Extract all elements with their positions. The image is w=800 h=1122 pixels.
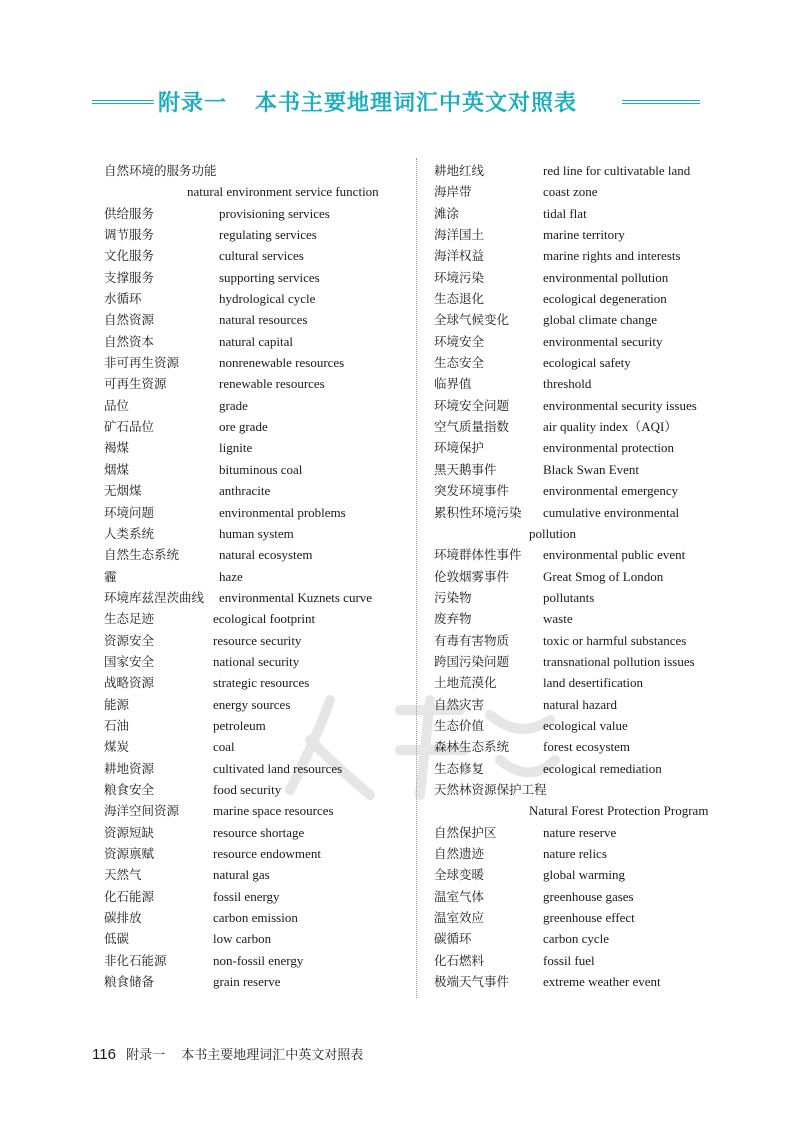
- term-english: environmental problems: [219, 504, 346, 520]
- term-chinese: 突发环境事件: [434, 483, 510, 499]
- glossary-entry: [434, 352, 724, 373]
- glossary-entry: [434, 267, 724, 288]
- term-english: toxic or harmful substances: [543, 632, 687, 648]
- glossary-entry: [434, 502, 724, 523]
- term-english: environmental security issues: [543, 397, 697, 413]
- glossary-entry: [104, 630, 404, 651]
- term-chinese: 生态退化: [434, 291, 485, 307]
- term-chinese: 调节服务: [104, 227, 155, 243]
- term-chinese: 粮食储备: [104, 974, 155, 990]
- term-chinese: 滩涂: [434, 205, 460, 221]
- term-chinese: 品位: [104, 397, 130, 413]
- glossary-entry: [104, 608, 404, 629]
- glossary-entry: [104, 309, 404, 330]
- glossary-entry: [104, 587, 404, 608]
- glossary-entry: [434, 480, 724, 501]
- term-chinese: 碳排放: [104, 910, 142, 926]
- term-chinese: 人类系统: [104, 525, 155, 541]
- term-english: air quality index（AQI）: [543, 419, 678, 435]
- term-english: fossil fuel: [543, 952, 595, 968]
- glossary-entry: [434, 651, 724, 672]
- glossary-entry: [104, 971, 404, 992]
- glossary-entry: [104, 843, 404, 864]
- term-english: environmental pollution: [543, 269, 669, 285]
- glossary-entry: [104, 672, 404, 693]
- term-chinese: 无烟煤: [104, 483, 142, 499]
- glossary-entry: [104, 779, 404, 800]
- glossary-entry: [104, 459, 404, 480]
- term-chinese: 海洋权益: [434, 248, 485, 264]
- term-chinese: 自然资本: [104, 333, 155, 349]
- glossary-entry: [104, 736, 404, 757]
- term-english: environmental public event: [543, 547, 686, 563]
- glossary-entry: [104, 886, 404, 907]
- term-english: cumulative environmental: [543, 504, 680, 520]
- term-english: nonrenewable resources: [219, 355, 345, 371]
- term-chinese: 可再生资源: [104, 376, 167, 392]
- term-english: cultural services: [219, 248, 304, 264]
- term-english: non-fossil energy: [213, 952, 304, 968]
- glossary-entry: [434, 544, 724, 565]
- term-english: food security: [213, 781, 282, 797]
- glossary-right-column: [434, 160, 724, 992]
- term-chinese: 化石能源: [104, 888, 155, 904]
- term-english: low carbon: [213, 931, 272, 947]
- term-chinese: 海洋空间资源: [104, 803, 180, 819]
- term-english: global climate change: [543, 312, 658, 328]
- term-chinese: 环境库兹涅茨曲线: [104, 589, 205, 605]
- term-chinese: 低碳: [104, 931, 130, 947]
- term-chinese: 生态安全: [434, 355, 485, 371]
- glossary-left-column: [104, 160, 404, 992]
- term-chinese: 自然保护区: [434, 824, 497, 840]
- term-chinese: 污染物: [434, 589, 472, 605]
- term-chinese: 化石燃料: [434, 952, 485, 968]
- term-english: coal: [213, 739, 235, 755]
- glossary-entry: [434, 758, 724, 779]
- glossary-entry: [104, 800, 404, 821]
- glossary-entry: [104, 203, 404, 224]
- glossary-entry: [434, 950, 724, 971]
- term-chinese: 石油: [104, 717, 130, 733]
- glossary-entry: [104, 267, 404, 288]
- term-chinese: 全球变暖: [434, 867, 485, 883]
- glossary-entry: [434, 245, 724, 266]
- term-chinese: 自然资源: [104, 312, 155, 328]
- term-chinese: 支撑服务: [104, 269, 155, 285]
- term-chinese: 累积性环境污染: [434, 504, 522, 520]
- glossary-entry: [434, 907, 724, 928]
- term-chinese: 耕地红线: [434, 163, 485, 178]
- glossary-entry: [434, 224, 724, 245]
- glossary-entry: [104, 331, 404, 352]
- term-chinese: 生态价值: [434, 717, 485, 733]
- term-english: natural gas: [213, 867, 270, 883]
- glossary-entry: [104, 822, 404, 843]
- glossary-entry: [104, 181, 404, 202]
- term-english: national security: [213, 653, 300, 669]
- term-english: carbon cycle: [543, 931, 610, 947]
- term-chinese: 临界值: [434, 376, 472, 392]
- term-chinese: 环境安全: [434, 333, 485, 349]
- term-chinese: 褐煤: [104, 440, 130, 456]
- term-english: grade: [219, 397, 248, 413]
- glossary-entry: [104, 245, 404, 266]
- term-english: strategic resources: [213, 675, 310, 691]
- term-english: environmental emergency: [543, 483, 679, 499]
- glossary-entry: [434, 160, 724, 181]
- term-english: tidal flat: [543, 205, 587, 221]
- term-english: ecological degeneration: [543, 291, 667, 307]
- term-chinese: 资源短缺: [104, 824, 155, 840]
- glossary-entry: [434, 437, 724, 458]
- term-english: ecological value: [543, 717, 628, 733]
- glossary-entry: [434, 203, 724, 224]
- title-rule-right: [622, 100, 700, 104]
- term-english: bituminous coal: [219, 461, 303, 477]
- term-english: cultivated land resources: [213, 760, 343, 776]
- term-chinese: 自然生态系统: [104, 547, 180, 563]
- term-chinese: 战略资源: [104, 675, 155, 691]
- term-chinese: 温室效应: [434, 910, 485, 926]
- glossary-entry: [104, 950, 404, 971]
- page-footer: [92, 1044, 363, 1063]
- term-chinese: 自然遗迹: [434, 846, 485, 861]
- glossary-entry: [434, 736, 724, 757]
- term-chinese: 烟煤: [104, 461, 130, 477]
- footer-section-title: 本书主要地理词汇中英文对照表: [181, 1048, 364, 1063]
- appendix-label: 附录一: [158, 91, 228, 116]
- appendix-title: 本书主要地理词汇中英文对照表: [255, 91, 578, 116]
- glossary-entry: [434, 373, 724, 394]
- term-english: grain reserve: [213, 974, 281, 990]
- glossary-entry: [104, 758, 404, 779]
- term-english: red line for cultivatable land: [543, 163, 691, 178]
- glossary-entry: [434, 587, 724, 608]
- term-english: marine territory: [543, 227, 625, 243]
- term-english: renewable resources: [219, 376, 325, 392]
- term-chinese: 资源禀赋: [104, 846, 155, 861]
- glossary-entry: [434, 181, 724, 202]
- term-chinese: 跨国污染问题: [434, 653, 510, 669]
- term-chinese: 环境群体性事件: [434, 547, 522, 563]
- glossary-entry: [104, 373, 404, 394]
- term-english: regulating services: [219, 227, 317, 243]
- glossary-entry: [104, 352, 404, 373]
- term-chinese: 煤炭: [104, 739, 130, 755]
- term-english: marine rights and interests: [543, 248, 681, 264]
- term-chinese: 黑天鹅事件: [434, 461, 497, 477]
- term-chinese: 能源: [104, 696, 130, 712]
- term-chinese: 天然林资源保护工程: [434, 781, 547, 797]
- term-chinese: 海岸带: [434, 184, 472, 200]
- term-chinese: 矿石品位: [104, 419, 155, 435]
- glossary-entry: [434, 715, 724, 736]
- term-english: pollutants: [543, 589, 595, 605]
- term-chinese: 碳循环: [434, 931, 472, 947]
- glossary-entry: [434, 971, 724, 992]
- column-divider: [416, 158, 417, 998]
- term-chinese: 生态足迹: [104, 611, 155, 627]
- term-chinese: 文化服务: [104, 248, 155, 264]
- term-chinese: 海洋国土: [434, 227, 485, 243]
- glossary-entry: [104, 437, 404, 458]
- glossary-entry: [104, 907, 404, 928]
- term-english: greenhouse gases: [543, 888, 634, 904]
- term-english: ore grade: [219, 419, 268, 435]
- glossary-entry: [434, 672, 724, 693]
- page-title: [158, 86, 618, 117]
- term-english: energy sources: [213, 696, 291, 712]
- term-english: nature reserve: [543, 824, 617, 840]
- glossary-entry: [434, 843, 724, 864]
- term-english: lignite: [219, 440, 253, 456]
- term-english: carbon emission: [213, 910, 298, 926]
- term-chinese: 森林生态系统: [434, 739, 510, 755]
- term-english: Black Swan Event: [543, 461, 640, 477]
- term-english: natural resources: [219, 312, 308, 328]
- term-english: anthracite: [219, 483, 271, 499]
- page-number: 116: [92, 1046, 116, 1063]
- glossary-entry: [434, 694, 724, 715]
- term-chinese: 天然气: [104, 867, 142, 883]
- term-english: haze: [219, 568, 243, 584]
- term-chinese: 资源安全: [104, 632, 155, 648]
- glossary-entry: [104, 160, 404, 181]
- term-chinese: 土地荒漠化: [434, 675, 497, 691]
- term-english: nature relics: [543, 846, 607, 861]
- glossary-entry: [434, 928, 724, 949]
- term-english: natural capital: [219, 333, 293, 349]
- term-chinese: 耕地资源: [104, 760, 155, 776]
- term-english: resource endowment: [213, 846, 321, 861]
- term-english: Great Smog of London: [543, 568, 664, 584]
- glossary-entry: [434, 395, 724, 416]
- glossary-entry: [104, 715, 404, 736]
- term-english: pollution: [529, 525, 576, 541]
- term-english: environmental Kuznets curve: [219, 589, 373, 605]
- term-chinese: 供给服务: [104, 205, 155, 221]
- term-chinese: 温室气体: [434, 888, 485, 904]
- term-chinese: 有毒有害物质: [434, 632, 510, 648]
- glossary-entry: [104, 694, 404, 715]
- term-chinese: 空气质量指数: [434, 419, 510, 435]
- glossary-entry: [434, 459, 724, 480]
- term-chinese: 非可再生资源: [104, 355, 180, 371]
- glossary-entry: [434, 779, 724, 800]
- glossary-entry: [434, 822, 724, 843]
- term-english: ecological footprint: [213, 611, 316, 627]
- term-chinese: 非化石能源: [104, 952, 167, 968]
- glossary-entry: [104, 523, 404, 544]
- title-rule-left: [92, 100, 154, 104]
- term-chinese: 伦敦烟雾事件: [434, 568, 510, 584]
- term-english: ecological remediation: [543, 760, 662, 776]
- term-english: petroleum: [213, 717, 266, 733]
- glossary-entry: [434, 331, 724, 352]
- glossary-entry: [104, 288, 404, 309]
- term-chinese: 全球气候变化: [434, 312, 510, 328]
- term-english: Natural Forest Protection Program: [529, 803, 709, 819]
- footer-section-label: 附录一: [126, 1048, 166, 1063]
- glossary-entry: [104, 928, 404, 949]
- glossary-entry: [104, 395, 404, 416]
- glossary-entry: [104, 502, 404, 523]
- term-chinese: 环境保护: [434, 440, 485, 456]
- glossary-entry: [104, 566, 404, 587]
- glossary-entry: [434, 416, 724, 437]
- glossary-entry: [434, 608, 724, 629]
- glossary-entry: [104, 416, 404, 437]
- term-english: natural environment service function: [187, 184, 379, 200]
- term-english: transnational pollution issues: [543, 653, 695, 669]
- glossary-entry: [104, 544, 404, 565]
- term-chinese: 废弃物: [434, 611, 472, 627]
- glossary-entry: [434, 630, 724, 651]
- term-english: fossil energy: [213, 888, 280, 904]
- term-english: human system: [219, 525, 294, 541]
- term-english: environmental security: [543, 333, 663, 349]
- term-english: greenhouse effect: [543, 910, 635, 926]
- glossary-entry: [104, 864, 404, 885]
- term-english: global warming: [543, 867, 625, 883]
- term-english: resource shortage: [213, 824, 305, 840]
- glossary-entry: [434, 566, 724, 587]
- term-english: resource security: [213, 632, 302, 648]
- glossary-entry: [434, 288, 724, 309]
- glossary-entry: [104, 224, 404, 245]
- term-english: threshold: [543, 376, 592, 392]
- glossary-entry: [434, 523, 724, 544]
- term-chinese: 环境安全问题: [434, 397, 510, 413]
- term-english: supporting services: [219, 269, 320, 285]
- term-chinese: 自然环境的服务功能: [104, 163, 217, 178]
- glossary-entry: [104, 480, 404, 501]
- glossary-entry: [434, 886, 724, 907]
- term-chinese: 霾: [104, 568, 117, 584]
- term-chinese: 水循环: [104, 291, 142, 307]
- term-chinese: 生态修复: [434, 760, 485, 776]
- term-english: environmental protection: [543, 440, 675, 456]
- glossary-entry: [104, 651, 404, 672]
- term-english: forest ecosystem: [543, 739, 631, 755]
- glossary-entry: [434, 309, 724, 330]
- term-chinese: 自然灾害: [434, 696, 485, 712]
- term-chinese: 环境问题: [104, 504, 155, 520]
- term-english: natural hazard: [543, 696, 617, 712]
- term-chinese: 国家安全: [104, 653, 155, 669]
- term-english: natural ecosystem: [219, 547, 313, 563]
- term-english: hydrological cycle: [219, 291, 316, 307]
- term-english: extreme weather event: [543, 974, 661, 990]
- term-english: provisioning services: [219, 205, 330, 221]
- term-english: land desertification: [543, 675, 643, 691]
- term-chinese: 粮食安全: [104, 781, 155, 797]
- glossary-entry: [434, 864, 724, 885]
- term-english: marine space resources: [213, 803, 334, 819]
- term-chinese: 环境污染: [434, 269, 485, 285]
- term-english: waste: [543, 611, 573, 627]
- term-english: ecological safety: [543, 355, 631, 371]
- term-english: coast zone: [543, 184, 598, 200]
- term-chinese: 极端天气事件: [434, 974, 510, 990]
- glossary-entry: [434, 800, 724, 821]
